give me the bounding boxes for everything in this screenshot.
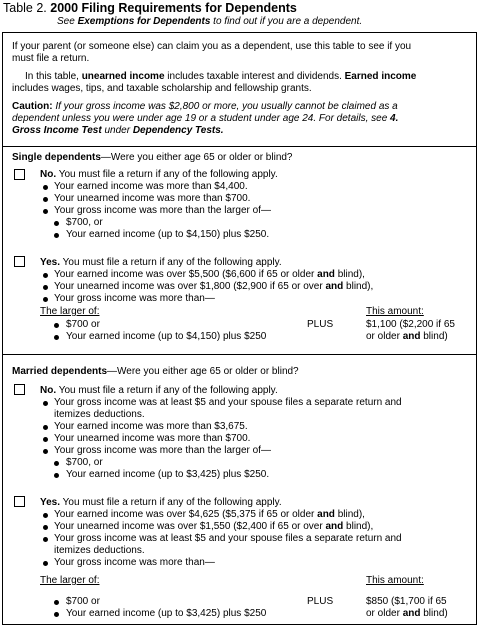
single-yes-line bbox=[40, 257, 282, 269]
text: Your unearned income was over $1,550 ($2,400 if 65 or over bbox=[54, 521, 326, 532]
intro-line-2: must file a return. bbox=[12, 53, 90, 64]
bullet bbox=[43, 561, 48, 566]
married-no-item-1-line-2: itemizes deductions. bbox=[54, 409, 145, 420]
married-no-sub-1: $700, or bbox=[66, 457, 103, 468]
single-sub-1: $700 or bbox=[66, 319, 100, 330]
married-yes-checkbox[interactable] bbox=[14, 496, 25, 507]
married-yes-item-3-line-2: itemizes deductions. bbox=[54, 545, 145, 556]
married-no-item-1-line-1: Your gross income was at least $5 and your spouse files a separate return and bbox=[54, 397, 402, 408]
single-no-checkbox[interactable] bbox=[14, 169, 25, 180]
bullet bbox=[54, 335, 59, 340]
text: or older bbox=[366, 608, 403, 619]
text-bold: and bbox=[402, 331, 421, 342]
subtitle-link-text: Exemptions for Dependents bbox=[77, 16, 211, 27]
single-no-label: No. bbox=[40, 169, 57, 180]
single-no-item-3: Your gross income was more than the larger of— bbox=[54, 205, 271, 216]
married-no-item-4: Your gross income was more than the larger of— bbox=[54, 445, 271, 456]
bullet bbox=[54, 221, 59, 226]
single-amount-line-1: $1,100 ($2,200 if 65 bbox=[366, 319, 455, 330]
bullet bbox=[43, 537, 48, 542]
single-yes-label: Yes. bbox=[40, 257, 61, 268]
single-no-line bbox=[40, 169, 278, 181]
p2-unearned-term: unearned income bbox=[81, 71, 165, 82]
married-yes-item-4: Your gross income was more than— bbox=[54, 557, 215, 568]
married-heading-question: —Were you either age 65 or older or blind? bbox=[107, 366, 299, 377]
text: or older bbox=[366, 331, 403, 342]
single-heading-question: —Were you either age 65 or older or blind? bbox=[100, 152, 293, 163]
married-larger-of-header: The larger of: bbox=[40, 575, 100, 586]
single-sub-2: Your earned income (up to $4,150) plus $250 bbox=[66, 331, 267, 342]
single-yes-item-3: Your gross income was more than— bbox=[54, 293, 215, 304]
caution-line-1 bbox=[12, 101, 398, 113]
text: blind), bbox=[343, 281, 374, 292]
bullet bbox=[54, 233, 59, 238]
married-no-item-2: Your earned income was more than $3,675. bbox=[54, 421, 248, 432]
married-heading bbox=[12, 366, 299, 378]
bullet bbox=[43, 513, 48, 518]
bullet bbox=[43, 209, 48, 214]
bullet bbox=[54, 612, 59, 617]
text-bold: and bbox=[325, 281, 344, 292]
text: Your unearned income was over $1,800 ($2,900 if 65 or over bbox=[54, 281, 326, 292]
single-yes-item-1 bbox=[54, 269, 365, 281]
single-no-item-2: Your unearned income was more than $700. bbox=[54, 193, 251, 204]
p2-pre: In this table, bbox=[25, 71, 82, 82]
bullet bbox=[43, 297, 48, 302]
caution-label: Caution: bbox=[12, 101, 53, 112]
single-no-text: You must file a return if any of the following apply. bbox=[56, 169, 278, 180]
bullet bbox=[43, 425, 48, 430]
married-heading-label: Married dependents bbox=[12, 366, 108, 377]
bullet bbox=[43, 197, 48, 202]
table-frame bbox=[2, 32, 477, 625]
intro-line-1: If your parent (or someone else) can claim you as a dependent, use this table to see if you bbox=[12, 41, 412, 52]
text-bold: and bbox=[317, 509, 335, 520]
married-sub-1: $700 or bbox=[66, 596, 100, 607]
table-number: Table 2. bbox=[3, 1, 47, 15]
caution-ref-number: 4. bbox=[390, 113, 399, 124]
single-no-sub-2: Your earned income (up to $4,150) plus $250. bbox=[66, 229, 270, 240]
caution-text-1: If your gross income was $2,800 or more, you usually cannot be claimed as a bbox=[52, 101, 398, 112]
subtitle-pre: See bbox=[57, 16, 78, 27]
text-bold: and bbox=[317, 269, 335, 280]
text: blind), bbox=[334, 269, 365, 280]
married-yes-item-2 bbox=[54, 521, 373, 533]
bullet bbox=[54, 461, 59, 466]
married-no-item-3: Your unearned income was more than $700. bbox=[54, 433, 251, 444]
bullet bbox=[43, 273, 48, 278]
bullet bbox=[54, 323, 59, 328]
married-yes-item-1 bbox=[54, 509, 365, 521]
intro-paragraph-2-line-2: includes wages, tips, and taxable scholarship and fellowship grants. bbox=[12, 83, 312, 94]
married-yes-label: Yes. bbox=[40, 497, 61, 508]
married-yes-item-3-line-1: Your gross income was at least $5 and your spouse files a separate return and bbox=[54, 533, 402, 544]
married-no-label: No. bbox=[40, 385, 57, 396]
single-yes-checkbox[interactable] bbox=[14, 256, 25, 267]
text: blind), bbox=[343, 521, 374, 532]
text-bold: and bbox=[402, 608, 421, 619]
text-bold: and bbox=[325, 521, 344, 532]
subtitle-post: to find out if you are a dependent. bbox=[210, 16, 363, 27]
caution-under: under bbox=[101, 125, 133, 136]
bullet bbox=[43, 525, 48, 530]
married-yes-line bbox=[40, 497, 282, 509]
bullet bbox=[54, 600, 59, 605]
text: Your earned income was over $4,625 ($5,375 if 65 or older bbox=[54, 509, 318, 520]
caution-text-2: dependent unless you were under age 19 or a student under age 24. For details, see bbox=[12, 113, 391, 124]
caution-line-2 bbox=[12, 113, 398, 125]
bullet bbox=[43, 449, 48, 454]
single-yes-item-2 bbox=[54, 281, 373, 293]
bullet bbox=[43, 185, 48, 190]
single-yes-text: You must file a return if any of the following apply. bbox=[60, 257, 282, 268]
table-title bbox=[3, 1, 297, 16]
married-no-text: You must file a return if any of the following apply. bbox=[56, 385, 278, 396]
bullet bbox=[43, 401, 48, 406]
caution-ref-dependency: Dependency Tests. bbox=[132, 125, 224, 136]
p2-mid: includes taxable interest and dividends. bbox=[164, 71, 345, 82]
single-no-item-1: Your earned income was more than $4,400. bbox=[54, 181, 248, 192]
intro-paragraph-2 bbox=[25, 71, 416, 83]
married-yes-text: You must file a return if any of the following apply. bbox=[60, 497, 282, 508]
married-no-checkbox[interactable] bbox=[14, 384, 25, 395]
caution-line-3 bbox=[12, 125, 224, 137]
text: Your earned income was over $5,500 ($6,600 if 65 or older bbox=[54, 269, 318, 280]
married-sub-2: Your earned income (up to $3,425) plus $250 bbox=[66, 608, 267, 619]
divider-single bbox=[3, 354, 476, 355]
table-name: 2000 Filing Requirements for Dependents bbox=[50, 1, 297, 15]
table-subtitle bbox=[57, 16, 362, 28]
married-no-sub-2: Your earned income (up to $3,425) plus $250. bbox=[66, 469, 270, 480]
single-this-amount-header: This amount: bbox=[366, 306, 424, 317]
married-no-line bbox=[40, 385, 278, 397]
text: blind) bbox=[420, 331, 448, 342]
single-larger-of-header: The larger of: bbox=[40, 306, 100, 317]
single-plus: PLUS bbox=[307, 319, 334, 330]
married-plus: PLUS bbox=[307, 596, 334, 607]
single-heading-label: Single dependents bbox=[12, 152, 101, 163]
caution-ref-gross: Gross Income Test bbox=[12, 125, 102, 136]
married-amount-line-1: $850 ($1,700 if 65 bbox=[366, 596, 447, 607]
p2-earned-term: Earned income bbox=[344, 71, 417, 82]
single-amount-line-2 bbox=[366, 331, 448, 343]
bullet bbox=[54, 473, 59, 478]
married-amount-line-2 bbox=[366, 608, 448, 620]
text: blind), bbox=[334, 509, 365, 520]
text: blind) bbox=[420, 608, 448, 619]
divider-intro bbox=[3, 146, 476, 147]
bullet bbox=[43, 285, 48, 290]
bullet bbox=[43, 437, 48, 442]
single-no-sub-1: $700, or bbox=[66, 217, 103, 228]
single-heading bbox=[12, 152, 293, 164]
married-this-amount-header: This amount: bbox=[366, 575, 424, 586]
